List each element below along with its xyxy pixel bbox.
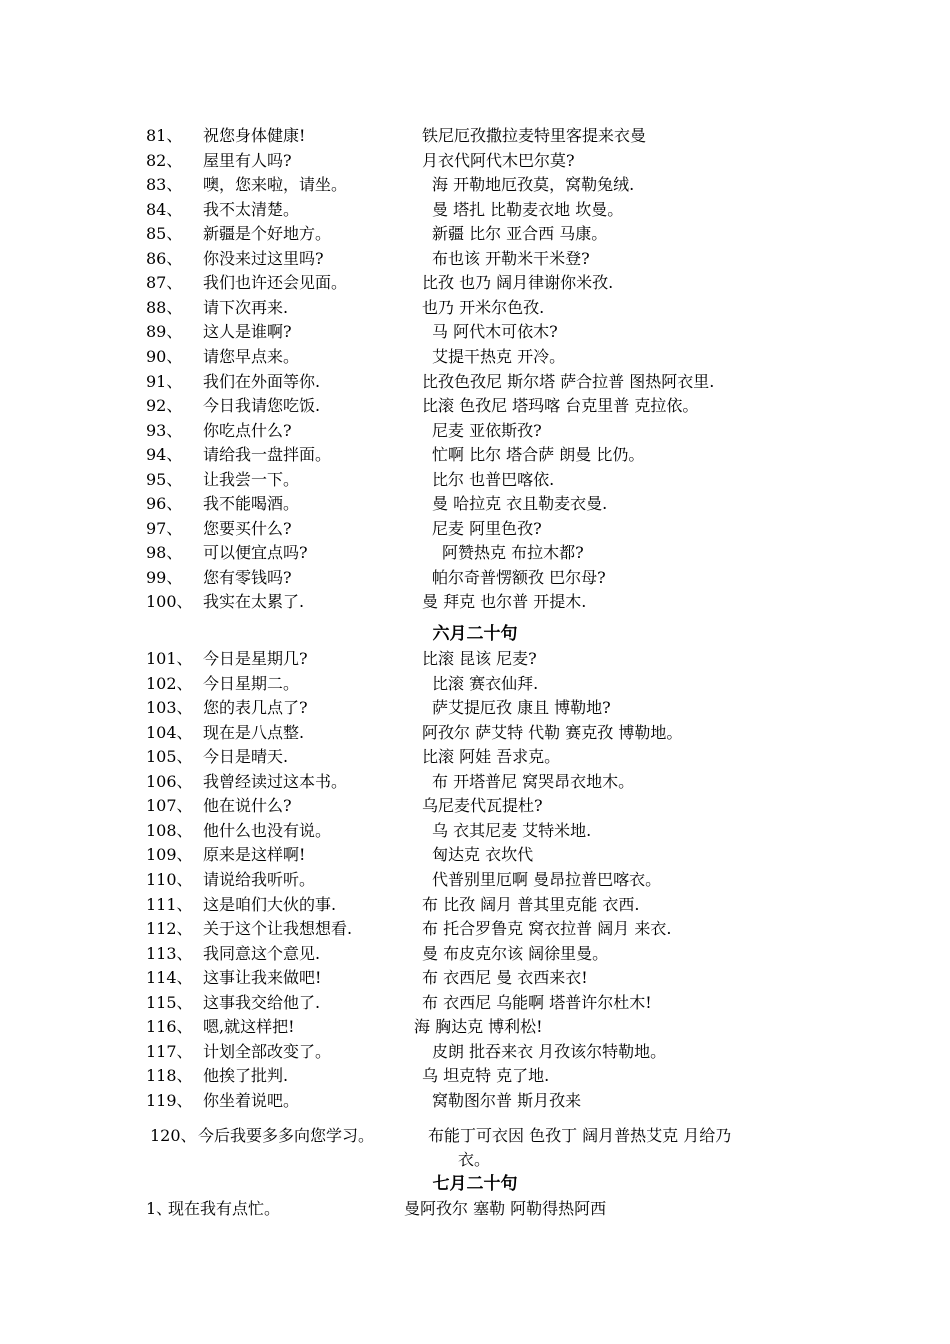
transliteration: 比孜 也乃 阔月律谢你米孜.: [422, 273, 614, 293]
chinese-phrase: 可以便宜点吗?: [203, 543, 308, 563]
phrase-row: [0, 647, 950, 671]
chinese-phrase: 请说给我听听。: [203, 869, 316, 889]
phrase-row: [0, 819, 950, 843]
phrase-row: [0, 320, 950, 344]
phrase-row: [0, 1040, 950, 1064]
chinese-phrase: 这事让我来做吧!: [203, 968, 322, 988]
row-number: 120、: [150, 1126, 197, 1145]
phrase-row: [0, 672, 950, 696]
chinese-phrase: 今日是星期几?: [203, 649, 308, 668]
chinese-phrase: 今后我要多多向您学习。: [198, 1126, 375, 1145]
transliteration: 布 比孜 阔月 普其里克能 衣西.: [422, 894, 640, 914]
row-number: 105、: [146, 747, 193, 767]
transliteration: 尼麦 亚依斯孜?: [432, 420, 542, 440]
chinese-phrase: 今日是晴天.: [203, 747, 289, 767]
row-number: 104、: [146, 722, 193, 742]
chinese-phrase: 您有零钱吗?: [203, 567, 292, 587]
chinese-phrase: 今日星期二。: [203, 673, 300, 693]
phrase-row: [0, 271, 950, 295]
phrase-row: [0, 247, 950, 271]
row-number: 106、: [146, 771, 193, 791]
chinese-phrase: 今日我请您吃饭.: [203, 396, 321, 416]
phrase-row: [0, 721, 950, 745]
row-number: 116、: [146, 1017, 193, 1037]
transliteration: 窝勒图尔普 斯月孜来: [432, 1090, 582, 1110]
row-number: 108、: [146, 820, 193, 840]
row-number: 90、: [146, 346, 183, 366]
chinese-phrase: 他挨了批判.: [203, 1066, 289, 1086]
row-number: 93、: [146, 420, 183, 440]
row-number: 101、: [146, 649, 193, 668]
chinese-phrase: 我们也许还会见面。: [203, 273, 348, 293]
row-number: 89、: [146, 322, 183, 342]
transliteration: 曼阿孜尔 塞勒 阿勒得热阿西: [404, 1199, 607, 1218]
phrase-row: [0, 590, 950, 614]
transliteration: 比尔 也普巴喀依.: [432, 469, 555, 489]
transliteration-continued: 衣。: [458, 1150, 491, 1169]
phrase-row: [0, 173, 950, 197]
transliteration: 皮朗 批吞来衣 月孜该尔特勒地。: [432, 1041, 667, 1061]
row-number: 114、: [146, 968, 193, 988]
row-number: 1、: [146, 1199, 173, 1218]
chinese-phrase: 你吃点什么?: [203, 420, 292, 440]
row-number: 115、: [146, 992, 193, 1012]
transliteration: 萨艾提厄孜 康且 博勒地?: [432, 698, 611, 718]
transliteration: 艾提干热克 开冷。: [432, 346, 566, 366]
chinese-phrase: 计划全部改变了。: [203, 1041, 332, 1061]
chinese-phrase: 我不能喝酒。: [203, 494, 300, 514]
phrase-row: [0, 345, 950, 369]
chinese-phrase: 这事我交给他了.: [203, 992, 321, 1012]
phrase-row: [0, 419, 950, 443]
section-heading-june-text: 六月二十句: [432, 624, 518, 644]
phrase-row: [0, 843, 950, 867]
chinese-phrase: 嗯,就这样把!: [203, 1017, 295, 1037]
chinese-phrase: 屋里有人吗?: [203, 150, 292, 170]
phrase-row: [0, 745, 950, 769]
chinese-phrase: 请您早点来。: [203, 346, 300, 366]
chinese-phrase: 他什么也没有说。: [203, 820, 332, 840]
transliteration: 海 胸达克 博利松!: [414, 1017, 543, 1037]
chinese-phrase: 关于这个让我想想看.: [203, 919, 353, 939]
row-number: 100、: [146, 592, 193, 612]
row-number: 99、: [146, 567, 183, 587]
chinese-phrase: 噢，您来啦，请坐。: [203, 175, 348, 195]
chinese-phrase: 原来是这样啊!: [203, 845, 306, 865]
phrase-row: [0, 1197, 950, 1221]
row-number: 110、: [146, 869, 193, 889]
phrase-row: [0, 917, 950, 941]
row-number: 85、: [146, 224, 183, 244]
transliteration: 曼 布皮克尔该 阔徐里曼。: [422, 943, 609, 963]
row-number: 94、: [146, 445, 183, 465]
chinese-phrase: 新疆是个好地方。: [203, 224, 332, 244]
transliteration: 比滚 阿娃 吾求克。: [422, 747, 561, 767]
chinese-phrase: 这人是谁啊?: [203, 322, 292, 342]
transliteration: 曼 哈拉克 衣且勒麦衣曼.: [432, 494, 608, 514]
chinese-phrase: 我们在外面等你.: [203, 371, 321, 391]
transliteration: 月衣代阿代木巴尔莫?: [422, 150, 575, 170]
chinese-phrase: 你没来过这里吗?: [203, 248, 324, 268]
section-heading-july-text: 七月二十句: [432, 1174, 518, 1194]
transliteration: 比滚 赛衣仙拜.: [432, 673, 539, 693]
phrase-row: [0, 966, 950, 990]
transliteration: 尼麦 阿里色孜?: [432, 518, 542, 538]
phrase-row: [0, 1015, 950, 1039]
transliteration: 忙啊 比尔 塔合萨 朗曼 比仍。: [432, 445, 645, 465]
transliteration: 也乃 开米尔色孜.: [422, 297, 545, 317]
phrase-row: [0, 770, 950, 794]
chinese-phrase: 现在是八点整.: [203, 722, 305, 742]
transliteration: 乌尼麦代瓦提杜?: [422, 796, 543, 816]
row-number: 113、: [146, 943, 193, 963]
chinese-phrase: 他在说什么?: [203, 796, 292, 816]
phrase-row: [0, 394, 950, 418]
phrase-row: [0, 541, 950, 565]
phrase-row: [0, 468, 950, 492]
phrase-row: [0, 492, 950, 516]
transliteration: 海 开勒地厄孜莫，窝勒兔绒.: [432, 175, 635, 195]
transliteration: 曼 塔扎 比勒麦衣地 坎曼。: [432, 199, 624, 219]
chinese-phrase: 我实在太累了.: [203, 592, 305, 612]
transliteration: 布也该 开勒米干米登?: [432, 248, 590, 268]
transliteration: 布 开塔普尼 窝哭昂衣地木。: [432, 771, 635, 791]
row-number: 82、: [146, 150, 183, 170]
chinese-phrase: 我不太清楚。: [203, 199, 300, 219]
transliteration: 匈达克 衣坎代: [432, 845, 534, 865]
chinese-phrase: 您的表几点了?: [203, 698, 308, 718]
transliteration: 比滚 昆该 尼麦?: [422, 649, 537, 668]
transliteration: 代普别里厄啊 曼昂拉普巴喀衣。: [432, 869, 662, 889]
row-number: 83、: [146, 175, 183, 195]
transliteration: 乌 坦克特 克了地.: [422, 1066, 550, 1086]
row-number: 119、: [146, 1090, 193, 1110]
phrase-row: [0, 296, 950, 320]
row-number: 92、: [146, 396, 183, 416]
row-number: 84、: [146, 199, 183, 219]
transliteration: 布 托合罗鲁克 窝衣拉普 阔月 来衣.: [422, 919, 672, 939]
phrase-row: [0, 566, 950, 590]
transliteration: 马 阿代木可依木?: [432, 322, 558, 342]
transliteration: 铁尼厄孜撒拉麦特里客提来衣曼: [422, 126, 647, 145]
chinese-phrase: 这是咱们大伙的事.: [203, 894, 337, 914]
row-number: 118、: [146, 1066, 193, 1086]
row-number: 112、: [146, 919, 193, 939]
row-number: 102、: [146, 673, 193, 693]
row-number: 88、: [146, 297, 183, 317]
row-number: 98、: [146, 543, 183, 563]
chinese-phrase: 我曾经读过这本书。: [203, 771, 348, 791]
row-number: 95、: [146, 469, 183, 489]
phrase-row: [0, 794, 950, 818]
transliteration: 阿赞热克 布拉木都?: [442, 543, 584, 563]
transliteration: 布能丁可衣因 色孜丁 阔月普热艾克 月给乃: [428, 1126, 732, 1145]
transliteration: 阿孜尔 萨艾特 代勒 赛克孜 博勒地。: [422, 722, 683, 742]
section-heading-june: [0, 622, 950, 646]
transliteration: 比孜色孜尼 斯尔塔 萨合拉普 图热阿衣里.: [422, 371, 715, 391]
phrase-row: [0, 517, 950, 541]
row-number: 87、: [146, 273, 183, 293]
row-number: 109、: [146, 845, 193, 865]
row-number: 96、: [146, 494, 183, 514]
chinese-phrase: 祝您身体健康!: [203, 126, 306, 145]
row-number: 107、: [146, 796, 193, 816]
section-heading-july: [0, 1172, 950, 1196]
phrase-row: [0, 149, 950, 173]
phrase-row: [0, 222, 950, 246]
row-number: 97、: [146, 518, 183, 538]
transliteration: 布 衣西尼 曼 衣西来衣!: [422, 968, 588, 988]
transliteration: 布 衣西尼 乌能啊 塔普许尔杜木!: [422, 992, 652, 1012]
chinese-phrase: 你坐着说吧。: [203, 1090, 300, 1110]
chinese-phrase: 请给我一盘拌面。: [203, 445, 332, 465]
row-number: 117、: [146, 1041, 193, 1061]
chinese-phrase: 现在我有点忙。: [168, 1199, 281, 1218]
phrase-row: [0, 942, 950, 966]
chinese-phrase: 请下次再来.: [203, 297, 289, 317]
phrase-row: [0, 1089, 950, 1113]
transliteration: 新疆 比尔 亚合西 马康。: [432, 224, 608, 244]
chinese-phrase: 您要买什么?: [203, 518, 292, 538]
row-number: 81、: [146, 126, 183, 145]
phrase-row: [0, 124, 950, 148]
phrase-row: [0, 893, 950, 917]
phrase-row: [0, 198, 950, 222]
transliteration: 帕尔奇普愣额孜 巴尔母?: [432, 567, 606, 587]
row-number: 91、: [146, 371, 183, 391]
transliteration: 曼 拜克 也尔普 开提木.: [422, 592, 587, 612]
chinese-phrase: 让我尝一下。: [203, 469, 300, 489]
phrase-row: [0, 370, 950, 394]
row-number: 103、: [146, 698, 193, 718]
chinese-phrase: 我同意这个意见.: [203, 943, 321, 963]
phrase-row: [0, 991, 950, 1015]
phrase-row: [0, 696, 950, 720]
phrase-row: [0, 443, 950, 467]
transliteration: 乌 衣其尼麦 艾特米地.: [432, 820, 592, 840]
phrase-row: [0, 1064, 950, 1088]
row-number: 111、: [146, 894, 193, 914]
phrase-row: [0, 868, 950, 892]
transliteration: 比滚 色孜尼 塔玛喀 台克里普 克拉依。: [422, 396, 699, 416]
row-number: 86、: [146, 248, 183, 268]
